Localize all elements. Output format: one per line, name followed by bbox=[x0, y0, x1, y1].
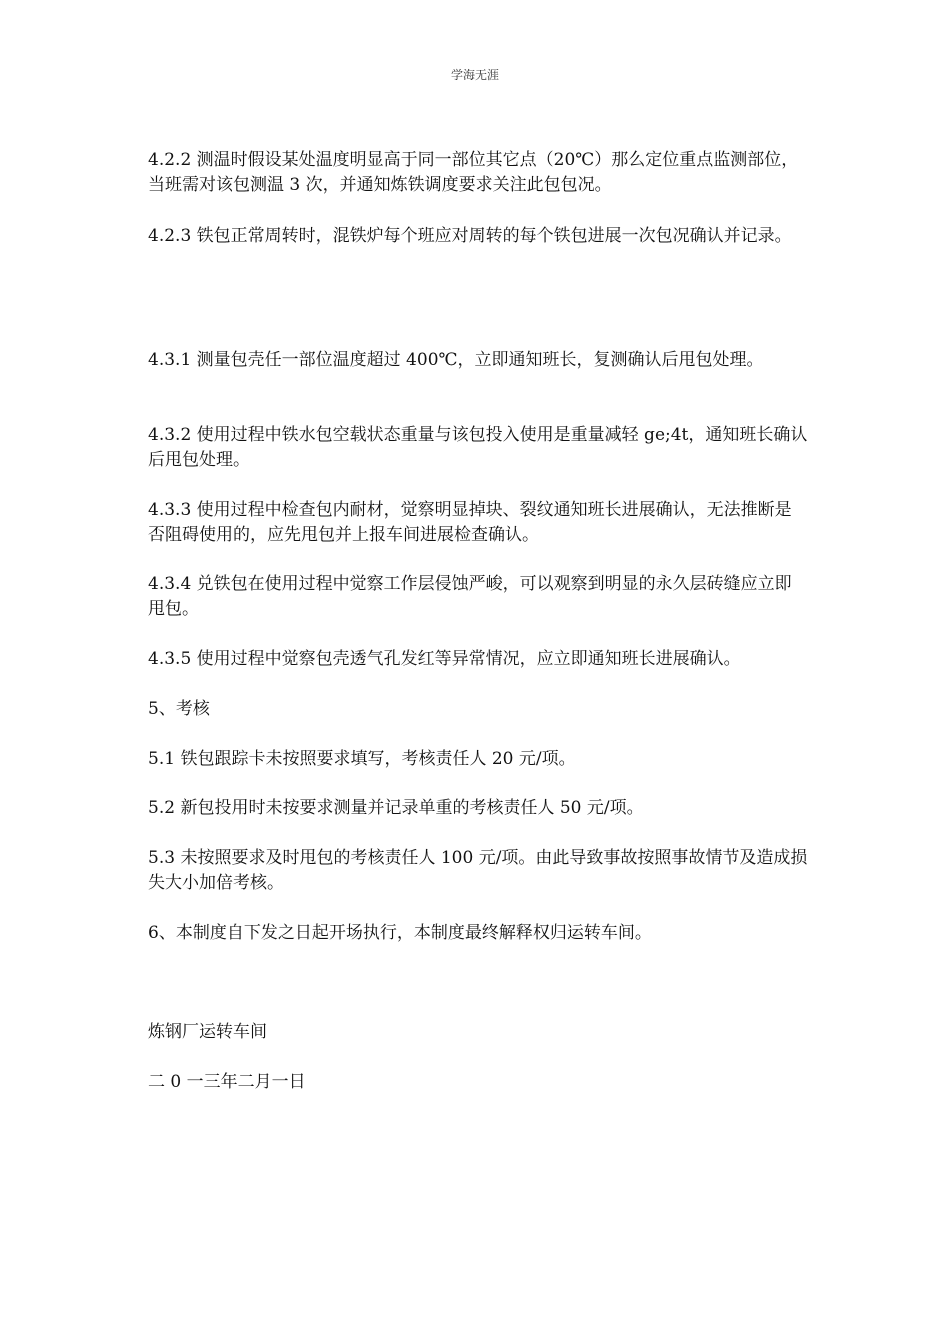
paragraph-6: 6、本制度自下发之日起开场执行，本制度最终解释权归运转车间。 bbox=[148, 923, 652, 943]
paragraph-4-2-2: 4.2.2 测温时假设某处温度明显高于同一部位其它点（20℃）那么定位重点监测部位，当班需对该包测温 3 次，并通知炼铁调度要求关注此包包况。 bbox=[148, 150, 799, 195]
signature-department: 炼钢厂运转车间 bbox=[148, 1022, 267, 1042]
paragraph-5-1: 5.1 铁包跟踪卡未按照要求填写，考核责任人 20 元/项。 bbox=[148, 749, 576, 769]
paragraph-4-2-3: 4.2.3 铁包正常周转时，混铁炉每个班应对周转的每个铁包进展一次包况确认并记录。 bbox=[148, 226, 792, 246]
paragraph-5-3: 5.3 未按照要求及时甩包的考核责任人 100 元/项。由此导致事故按照事故情节及造成损失大小加倍考核。 bbox=[148, 848, 808, 893]
paragraph-4-3-1: 4.3.1 测量包壳任一部位温度超过 400℃，立即通知班长，复测确认后甩包处理。 bbox=[148, 350, 764, 370]
page-header: 学海无涯 bbox=[450, 68, 499, 82]
section-heading-5: 5、考核 bbox=[148, 699, 210, 719]
paragraph-4-3-4: 4.3.4 兑铁包在使用过程中觉察工作层侵蚀严峻，可以观察到明显的永久层砖缝应立即甩包。 bbox=[148, 574, 792, 619]
paragraph-5-2: 5.2 新包投用时未按要求测量并记录单重的考核责任人 50 元/项。 bbox=[148, 798, 644, 818]
paragraph-4-3-2: 4.3.2 使用过程中铁水包空载状态重量与该包投入使用是重量减轻 ge;4t，通知班长确认后甩包处理。 bbox=[148, 425, 808, 470]
paragraph-4-3-3: 4.3.3 使用过程中检查包内耐材，觉察明显掉块、裂纹通知班长进展确认，无法推断是否阻碍使用的，应先甩包并上报车间进展检查确认。 bbox=[148, 500, 792, 545]
signature-date: 二 0 一三年二月一日 bbox=[148, 1072, 306, 1092]
paragraph-4-3-5: 4.3.5 使用过程中觉察包壳透气孔发红等异常情况，应立即通知班长进展确认。 bbox=[148, 649, 741, 669]
